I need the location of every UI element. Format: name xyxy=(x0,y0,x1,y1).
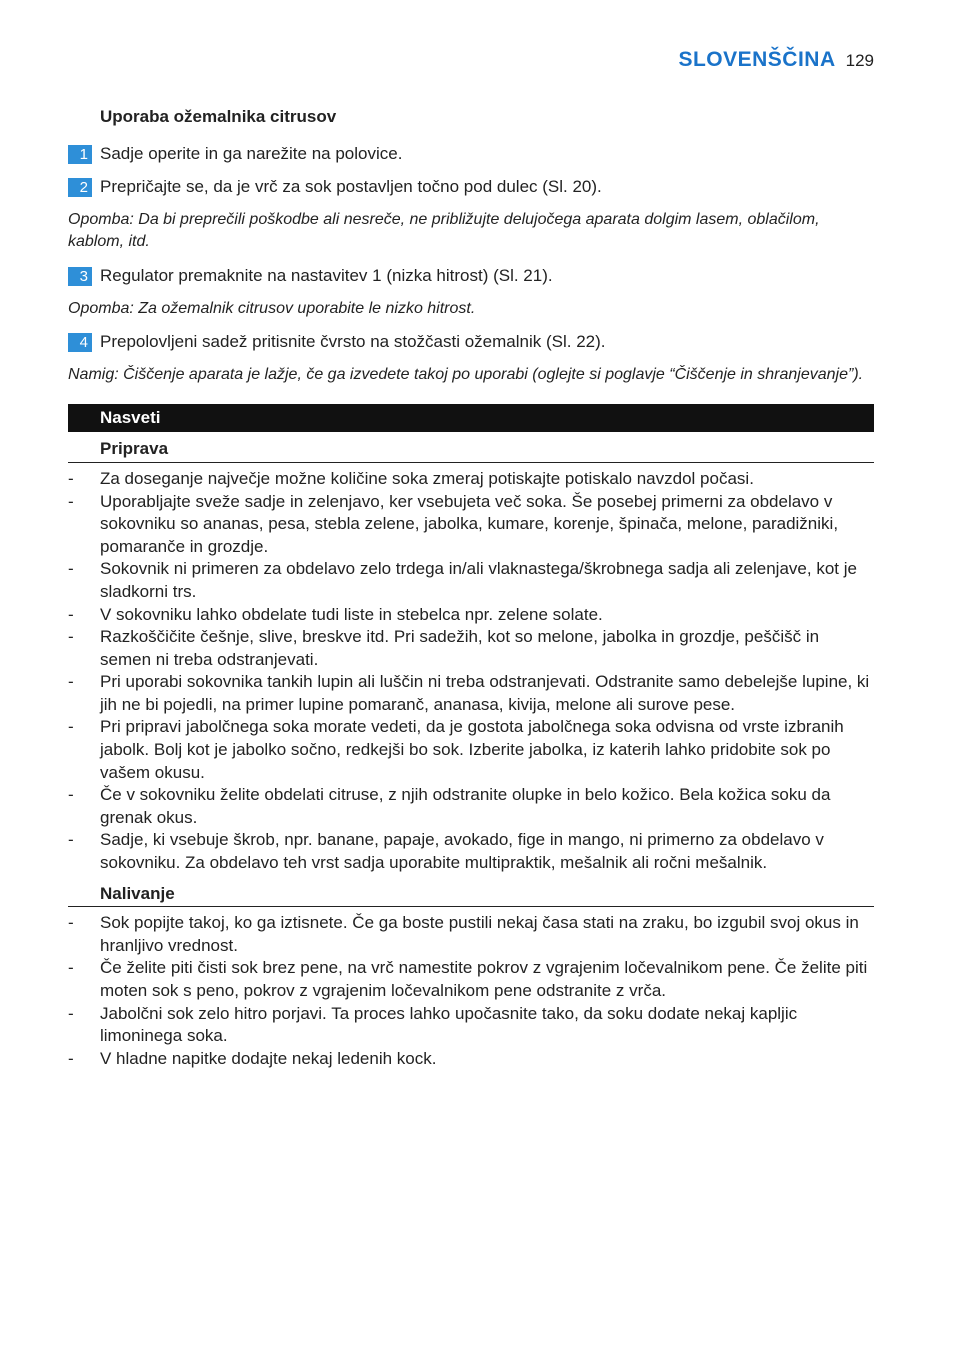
list-item xyxy=(68,716,874,784)
list-item-text: Če želite piti čisti sok brez pene, na vrč namestite pokrov z vgrajenim ločevalnikom pene. Če želite piti moten sok s peno, pokrov z vgrajenim ločevalnikom pene odstranite z vrča. xyxy=(100,958,868,1000)
list-item-text: Če v sokovniku želite obdelati citruse, z njih odstranite olupke in belo kožico. Bela kožica soku da grenak okus. xyxy=(100,785,831,827)
list-item xyxy=(68,558,874,603)
dash-marker: - xyxy=(68,717,74,737)
list-item-text: Sadje, ki vsebuje škrob, npr. banane, papaje, avokado, fige in mango, ni primerno za obdelavo v sokovniku. Za obdelavo teh vrst sadja uporabite multipraktik, mešalnik ali ročni mešalnik. xyxy=(100,830,824,873)
dash-marker: - xyxy=(68,1003,74,1023)
step-text: Prepolovljeni sadež pritisnite čvrsto na stožčasti ožemalnik (Sl. 22). xyxy=(100,332,606,352)
step-number-badge: 4 xyxy=(68,333,92,352)
preparation-list xyxy=(68,468,874,875)
preparation-title: Priprava xyxy=(68,438,874,463)
list-item-text: V hladne napitke dodajte nekaj ledenih kock. xyxy=(100,1048,437,1068)
page-number: 129 xyxy=(845,51,874,70)
note-low-speed: Opomba: Za ožemalnik citrusov uporabite le nizko hitrost. xyxy=(68,299,476,317)
serving-list xyxy=(68,912,874,1070)
dash-marker: - xyxy=(68,785,74,805)
list-item xyxy=(68,829,874,874)
list-item-text: Pri uporabi sokovnika tankih lupin ali luščin ni treba odstranjevati. Odstranite samo debelejše lupine, ki jih ne bi pojedli, na primer lupine pomaranč, ananasa, kivija, melone ali surove pese. xyxy=(100,672,870,714)
section-bar-tips: Nasveti xyxy=(68,404,874,432)
list-item xyxy=(68,671,874,716)
dash-marker: - xyxy=(68,913,74,933)
step-3 xyxy=(68,265,874,288)
step-1 xyxy=(68,143,874,166)
serving-title: Nalivanje xyxy=(68,883,874,908)
list-item xyxy=(68,468,874,491)
list-item-text: Jabolčni sok zelo hitro porjavi. Ta proces lahko upočasnite tako, da soku dodate nekaj kapljic limoninega soka. xyxy=(100,1003,798,1046)
dash-marker: - xyxy=(68,672,74,692)
step-number-badge: 2 xyxy=(68,178,92,197)
dash-marker: - xyxy=(68,491,74,511)
list-item xyxy=(68,957,874,1002)
step-text: Sadje operite in ga narežite na polovice. xyxy=(100,143,403,163)
note-safety: Opomba: Da bi preprečili poškodbe ali nesreče, ne približujte delujočega aparata dolgim lasem, oblačilom, kablom, itd. xyxy=(68,210,820,251)
dash-marker: - xyxy=(68,627,74,647)
page-content xyxy=(68,106,874,1070)
list-item-text: Uporabljajte sveže sadje in zelenjavo, ker vsebujeta več soka. Še posebej primerni za obdelavo v sokovniku so ananas, pesa, stebla zelene, jabolka, kumare, korenje, špinača, melone, paradižniki, pomaranče in grozdje. xyxy=(100,491,839,556)
dash-marker: - xyxy=(68,468,74,488)
page-header xyxy=(678,48,874,74)
list-item xyxy=(68,912,874,957)
dash-marker: - xyxy=(68,559,74,579)
list-item xyxy=(68,491,874,559)
list-item xyxy=(68,1003,874,1048)
list-item-text: Razkoščičite češnje, slive, breskve itd. Pri sadežih, kot so melone, jabolka in grozdje, peščišč in semen ni treba odstranjevati. xyxy=(100,627,820,669)
step-2 xyxy=(68,176,874,199)
step-text: Regulator premaknite na nastavitev 1 (nizka hitrost) (Sl. 21). xyxy=(100,265,553,285)
list-item xyxy=(68,1048,874,1071)
dash-marker: - xyxy=(68,830,74,850)
language-title: SLOVENŠČINA xyxy=(678,48,836,71)
list-item-text: Pri pripravi jabolčnega soka morate vedeti, da je gostota jabolčnega soka odvisna od vrste izbranih jabolk. Bolj kot je jabolko sočno, redkejši bo sok. Izberite jabolka, iz katerih lahko pridobite sok po vašem okusu. xyxy=(100,717,844,782)
list-item xyxy=(68,604,874,627)
list-item xyxy=(68,784,874,829)
tip-cleaning: Namig: Čiščenje aparata je lažje, če ga izvedete takoj po uporabi (oglejte si poglavje “Čiščenje in shranjevanje”). xyxy=(68,365,864,383)
step-number-badge: 3 xyxy=(68,267,92,286)
list-item xyxy=(68,626,874,671)
list-item-text: Sokovnik ni primeren za obdelavo zelo trdega in/ali vlaknastega/škrobnega sadja ali zelenjave, kot je sladkorni trs. xyxy=(100,559,857,601)
list-item-text: V sokovniku lahko obdelate tudi liste in stebelca npr. zelene solate. xyxy=(100,604,603,624)
step-4 xyxy=(68,331,874,354)
list-item-text: Sok popijte takoj, ko ga iztisnete. Če ga boste pustili nekaj časa stati na zraku, bo izgubil svoj okus in hranljivo vrednost. xyxy=(100,913,859,955)
step-number-badge: 1 xyxy=(68,145,92,164)
dash-marker: - xyxy=(68,958,74,978)
list-item-text: Za doseganje največje možne količine soka zmeraj potiskajte potiskalo navzdol počasi. xyxy=(100,468,754,488)
step-text: Prepričajte se, da je vrč za sok postavljen točno pod dulec (Sl. 20). xyxy=(100,177,602,197)
citrus-section-title: Uporaba ožemalnika citrusov xyxy=(100,107,337,126)
dash-marker: - xyxy=(68,604,74,624)
dash-marker: - xyxy=(68,1048,74,1068)
